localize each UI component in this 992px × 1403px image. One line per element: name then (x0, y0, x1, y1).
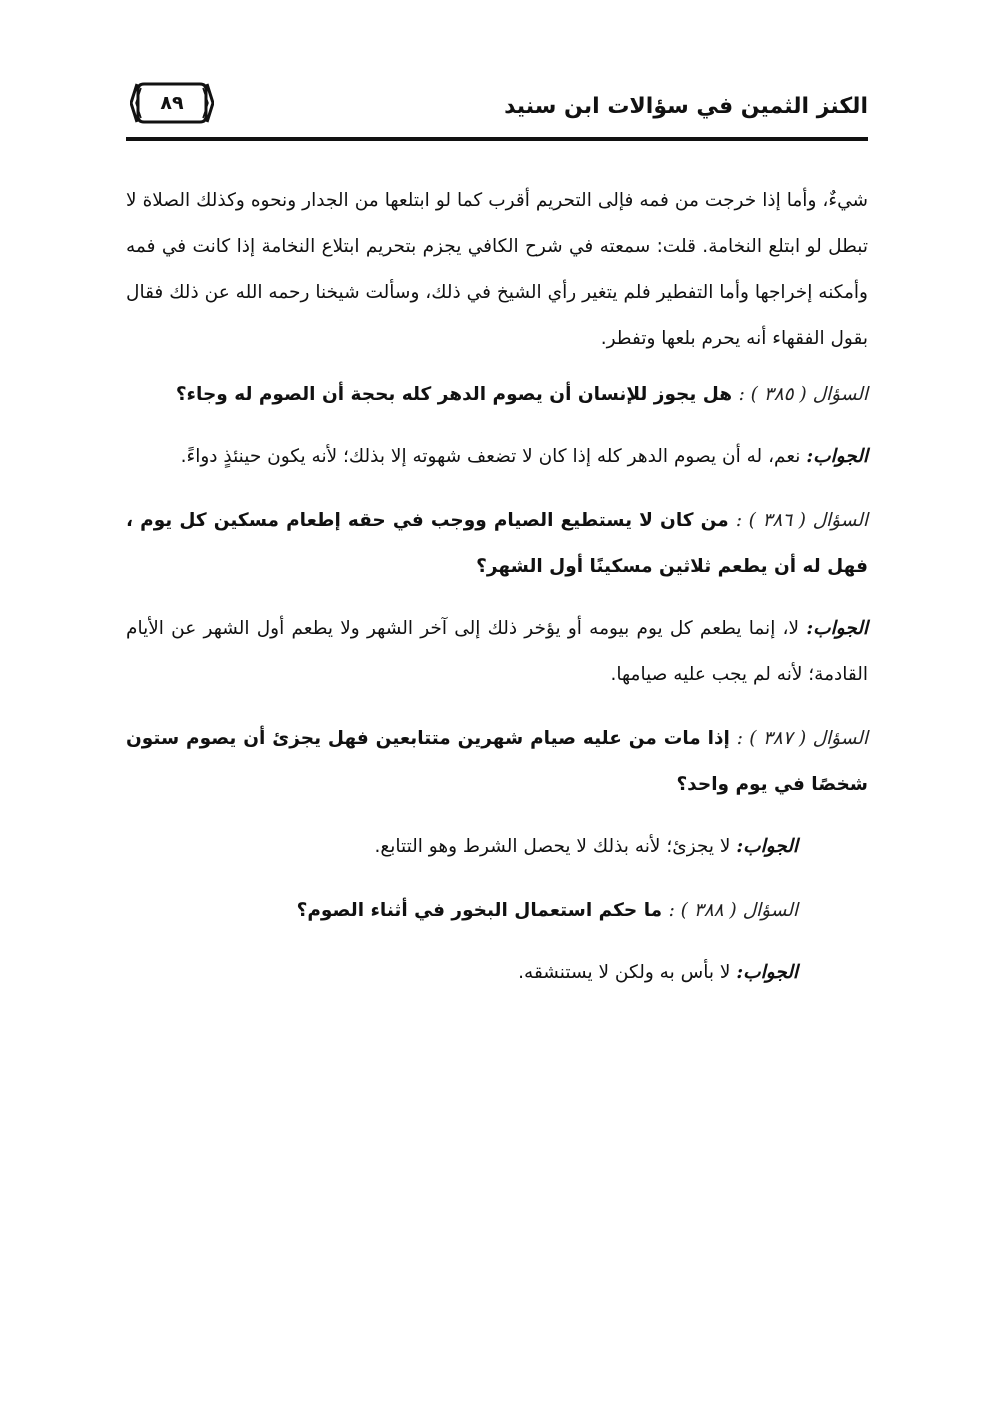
intro-paragraph: شيءٌ، وأما إذا خرجت من فمه فإلى التحريم أقرب كما لو ابتلعها من الجدار ونحوه وكذلك الصلاة لا تبطل لو ابتلع النخامة. قلت: سمعته في شرح الكافي يجزم بتحريم ابتلاع النخامة إذا كانت في فمه وأمكنه إخراجها وأما التفطير فلم يتغير رأي الشيخ في ذلك، وسألت شيخنا رحمه الله عن ذلك فقال بقول الفقهاء أنه يحرم بلعها وتفطر. (126, 190, 868, 349)
question-388 (126, 888, 868, 934)
question-text: هل يجوز للإنسان أن يصوم الدهر كله بحجة أن الصوم له وجاء؟ (175, 384, 733, 405)
question-text: ما حكم استعمال البخور في أثناء الصوم؟ (296, 900, 663, 921)
question-label: السؤال ( ٣٨٦ ) : (735, 510, 868, 531)
answer-label: الجواب: (736, 836, 798, 857)
answer-388 (126, 950, 868, 996)
answer-text: لا بأس به ولكن لا يستنشقه. (518, 962, 731, 983)
question-text: من كان لا يستطيع الصيام ووجب في حقه إطعام مسكين كل يوم ، فهل له أن يطعم ثلاثين مسكينًا أول الشهر؟ (126, 510, 868, 577)
question-386 (126, 498, 868, 590)
answer-label: الجواب: (806, 618, 868, 639)
question-label: السؤال ( ٣٨٥ ) : (738, 384, 868, 405)
answer-label: الجواب: (806, 446, 868, 467)
answer-386 (126, 606, 868, 698)
header-divider (126, 137, 868, 141)
answer-text: لا، إنما يطعم كل يوم بيومه أو يؤخر ذلك إلى آخر الشهر ولا يطعم أول الشهر عن الأيام القادمة؛ لأنه لم يجب عليه صيامها. (126, 618, 868, 685)
question-385 (126, 372, 868, 418)
book-title: الكنز الثمين في سؤالات ابن سنيد (504, 94, 868, 119)
question-387 (126, 716, 868, 808)
answer-385 (126, 434, 868, 480)
answer-text: نعم، له أن يصوم الدهر كله إذا كان لا تضعف شهوته إلا بذلك؛ لأنه يكون حينئذٍ دواءً. (180, 446, 801, 467)
answer-387 (126, 824, 868, 870)
question-label: السؤال ( ٣٨٨ ) : (668, 900, 798, 921)
page-content (126, 178, 868, 1014)
page-number-badge (130, 80, 214, 126)
question-text: إذا مات من عليه صيام شهرين متتابعين فهل يجزئ أن يصوم ستون شخصًا في يوم واحد؟ (126, 728, 868, 795)
page-header (126, 72, 868, 138)
answer-label: الجواب: (736, 962, 798, 983)
page-number: ٨٩ (160, 92, 184, 114)
question-label: السؤال ( ٣٨٧ ) : (736, 728, 868, 749)
answer-text: لا يجزئ؛ لأنه بذلك لا يحصل الشرط وهو التتابع. (374, 836, 731, 857)
